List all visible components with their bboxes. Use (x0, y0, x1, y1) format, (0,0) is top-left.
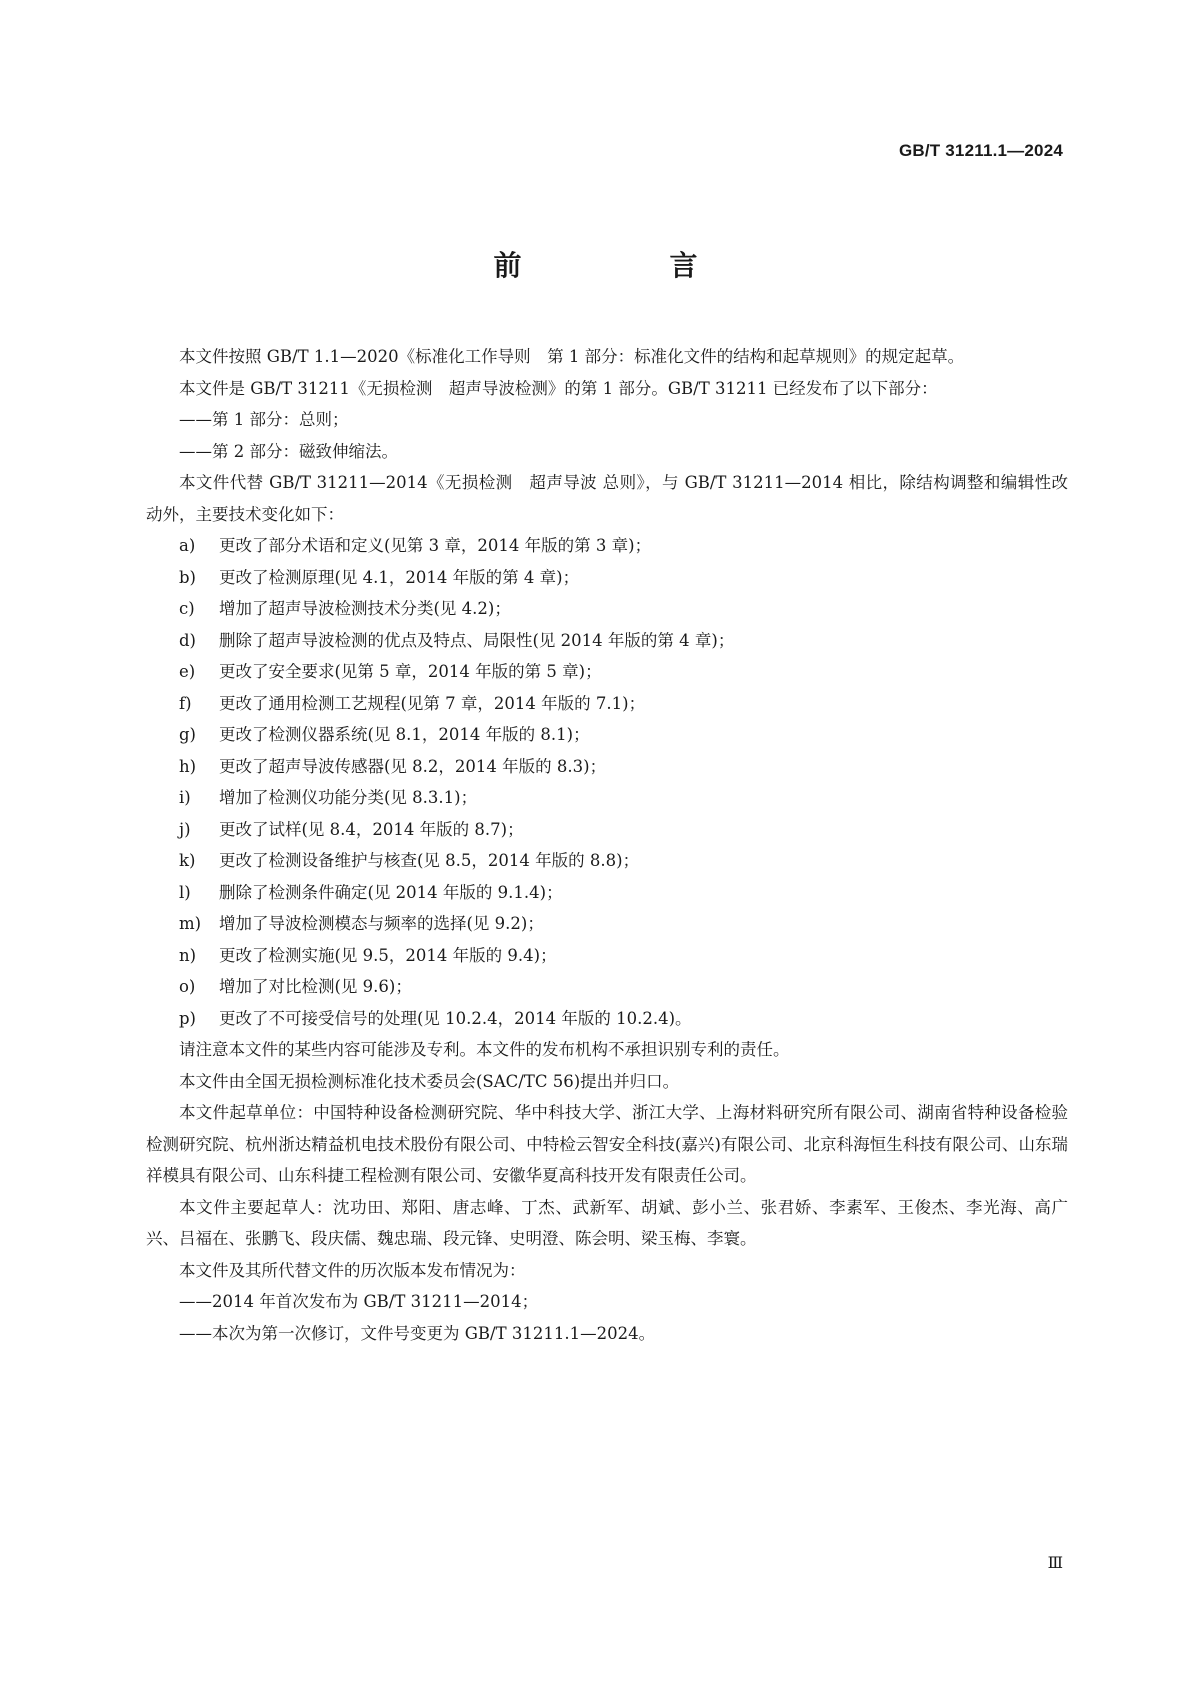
list-item-change (146, 593, 1068, 625)
list-item-text: 更改了超声导波传感器(见 8.2，2014 年版的 8.3)； (219, 756, 607, 776)
list-item-label: g) (179, 725, 196, 744)
list-item-text: 更改了不可接受信号的处理(见 10.2.4，2014 年版的 10.2.4)。 (219, 1008, 692, 1028)
page-title: 前 言 (493, 249, 758, 282)
list-item-change (146, 814, 1068, 846)
document-code: GB/T 31211.1—2024 (898, 141, 1063, 160)
list-item-label: c) (179, 599, 195, 618)
list-item-change (146, 562, 1068, 594)
foreword-body (146, 341, 1068, 1349)
list-item-label: a) (179, 536, 196, 555)
list-item-label: m) (179, 914, 202, 933)
list-item-change (146, 688, 1068, 720)
list-item-label: f) (179, 693, 192, 713)
list-item-text: 更改了通用检测工艺规程(见第 7 章，2014 年版的 7.1)； (219, 693, 646, 713)
list-item-label: n) (179, 945, 197, 965)
paragraph-series-parts: 本文件是 GB/T 31211《无损检测 超声导波检测》的第 1 部分。GB/T 31211 已经发布了以下部分： (179, 378, 938, 398)
list-item-label: h) (179, 756, 197, 776)
list-item-label: d) (179, 630, 196, 650)
paragraph-history-intro: 本文件及其所代替文件的历次版本发布情况为： (179, 1260, 526, 1280)
list-item-text: 增加了超声导波检测技术分类(见 4.2)； (219, 599, 511, 618)
page-number: Ⅲ (1047, 1553, 1063, 1572)
list-item-label: p) (179, 1008, 196, 1028)
list-item-text: 删除了超声导波检测的优点及特点、局限性(见 2014 年版的第 4 章)； (219, 630, 735, 650)
changes-list (146, 530, 1068, 1034)
list-item-history: ——2014 年首次发布为 GB/T 31211—2014； (179, 1292, 539, 1311)
paragraph-committee: 本文件由全国无损检测标准化技术委员会(SAC/TC 56)提出并归口。 (179, 1071, 680, 1091)
list-item-label: i) (179, 788, 191, 807)
paragraph-drafting-units: 本文件起草单位：中国特种设备检测研究院、华中科技大学、浙江大学、上海材料研究所有限公司、湖南省特种设备检验检测研究院、杭州浙达精益机电技术股份有限公司、中特检云智安全科技(嘉兴)有限公司、北京科海恒生科技有限公司、山东瑞祥模具有限公司、山东科捷工程检测有限公司、安徽华夏高科技开发有限责任公司。 (146, 1103, 1068, 1185)
list-item-text: 更改了检测实施(见 9.5，2014 年版的 9.4)； (219, 945, 557, 965)
paragraph-drafters: 本文件主要起草人：沈功田、郑阳、唐志峰、丁杰、武新军、胡斌、彭小兰、张君娇、李素军、王俊杰、李光海、高广兴、吕福在、张鹏飞、段庆儒、魏忠瑞、段元锋、史明澄、陈会明、梁玉梅、李寰。 (146, 1197, 1068, 1248)
list-item-change (146, 530, 1068, 562)
list-item-change (146, 940, 1068, 972)
list-item-text: 删除了检测条件确定(见 2014 年版的 9.1.4)； (219, 882, 563, 902)
list-item-change (146, 782, 1068, 814)
paragraph-replacement: 本文件代替 GB/T 31211—2014《无损检测 超声导波 总则》，与 GB/T 31211—2014 相比，除结构调整和编辑性改动外，主要技术变化如下： (146, 473, 1068, 524)
list-item-label: l) (179, 882, 191, 902)
list-item-label: j) (179, 819, 191, 839)
list-item-part: ——第 2 部分：磁致伸缩法。 (179, 441, 398, 461)
list-item-text: 更改了检测设备维护与核查(见 8.5，2014 年版的 8.8)； (219, 851, 640, 870)
list-item-part: ——第 1 部分：总则； (179, 410, 349, 429)
list-item-label: o) (179, 977, 196, 996)
list-item-change (146, 877, 1068, 909)
list-item-label: b) (179, 567, 196, 587)
list-item-text: 增加了对比检测(见 9.6)； (219, 977, 412, 996)
paragraph-patent-notice: 请注意本文件的某些内容可能涉及专利。本文件的发布机构不承担识别专利的责任。 (179, 1040, 790, 1059)
list-item-history: ——本次为第一次修订，文件号变更为 GB/T 31211.1—2024。 (179, 1323, 656, 1343)
list-item-label: k) (179, 851, 196, 870)
list-item-text: 更改了部分术语和定义(见第 3 章，2014 年版的第 3 章)； (219, 536, 652, 555)
list-item-change (146, 656, 1068, 688)
list-item-text: 更改了检测仪器系统(见 8.1，2014 年版的 8.1)； (219, 725, 590, 744)
list-item-text: 增加了导波检测模态与频率的选择(见 9.2)； (219, 914, 544, 933)
list-item-text: 更改了试样(见 8.4，2014 年版的 8.7)； (219, 819, 524, 839)
list-item-change (146, 908, 1068, 940)
list-item-change (146, 751, 1068, 783)
list-item-label: e) (179, 662, 196, 681)
list-item-text: 增加了检测仪功能分类(见 8.3.1)； (219, 788, 478, 807)
list-item-change (146, 1003, 1068, 1035)
list-item-change (146, 625, 1068, 657)
list-item-text: 更改了检测原理(见 4.1，2014 年版的第 4 章)； (219, 567, 580, 587)
list-item-change (146, 845, 1068, 877)
list-item-text: 更改了安全要求(见第 5 章，2014 年版的第 5 章)； (219, 662, 602, 681)
list-item-change (146, 719, 1068, 751)
list-item-change (146, 971, 1068, 1003)
paragraph-drafting-rules: 本文件按照 GB/T 1.1—2020《标准化工作导则 第 1 部分：标准化文件的结构和起草规则》的规定起草。 (179, 347, 965, 366)
